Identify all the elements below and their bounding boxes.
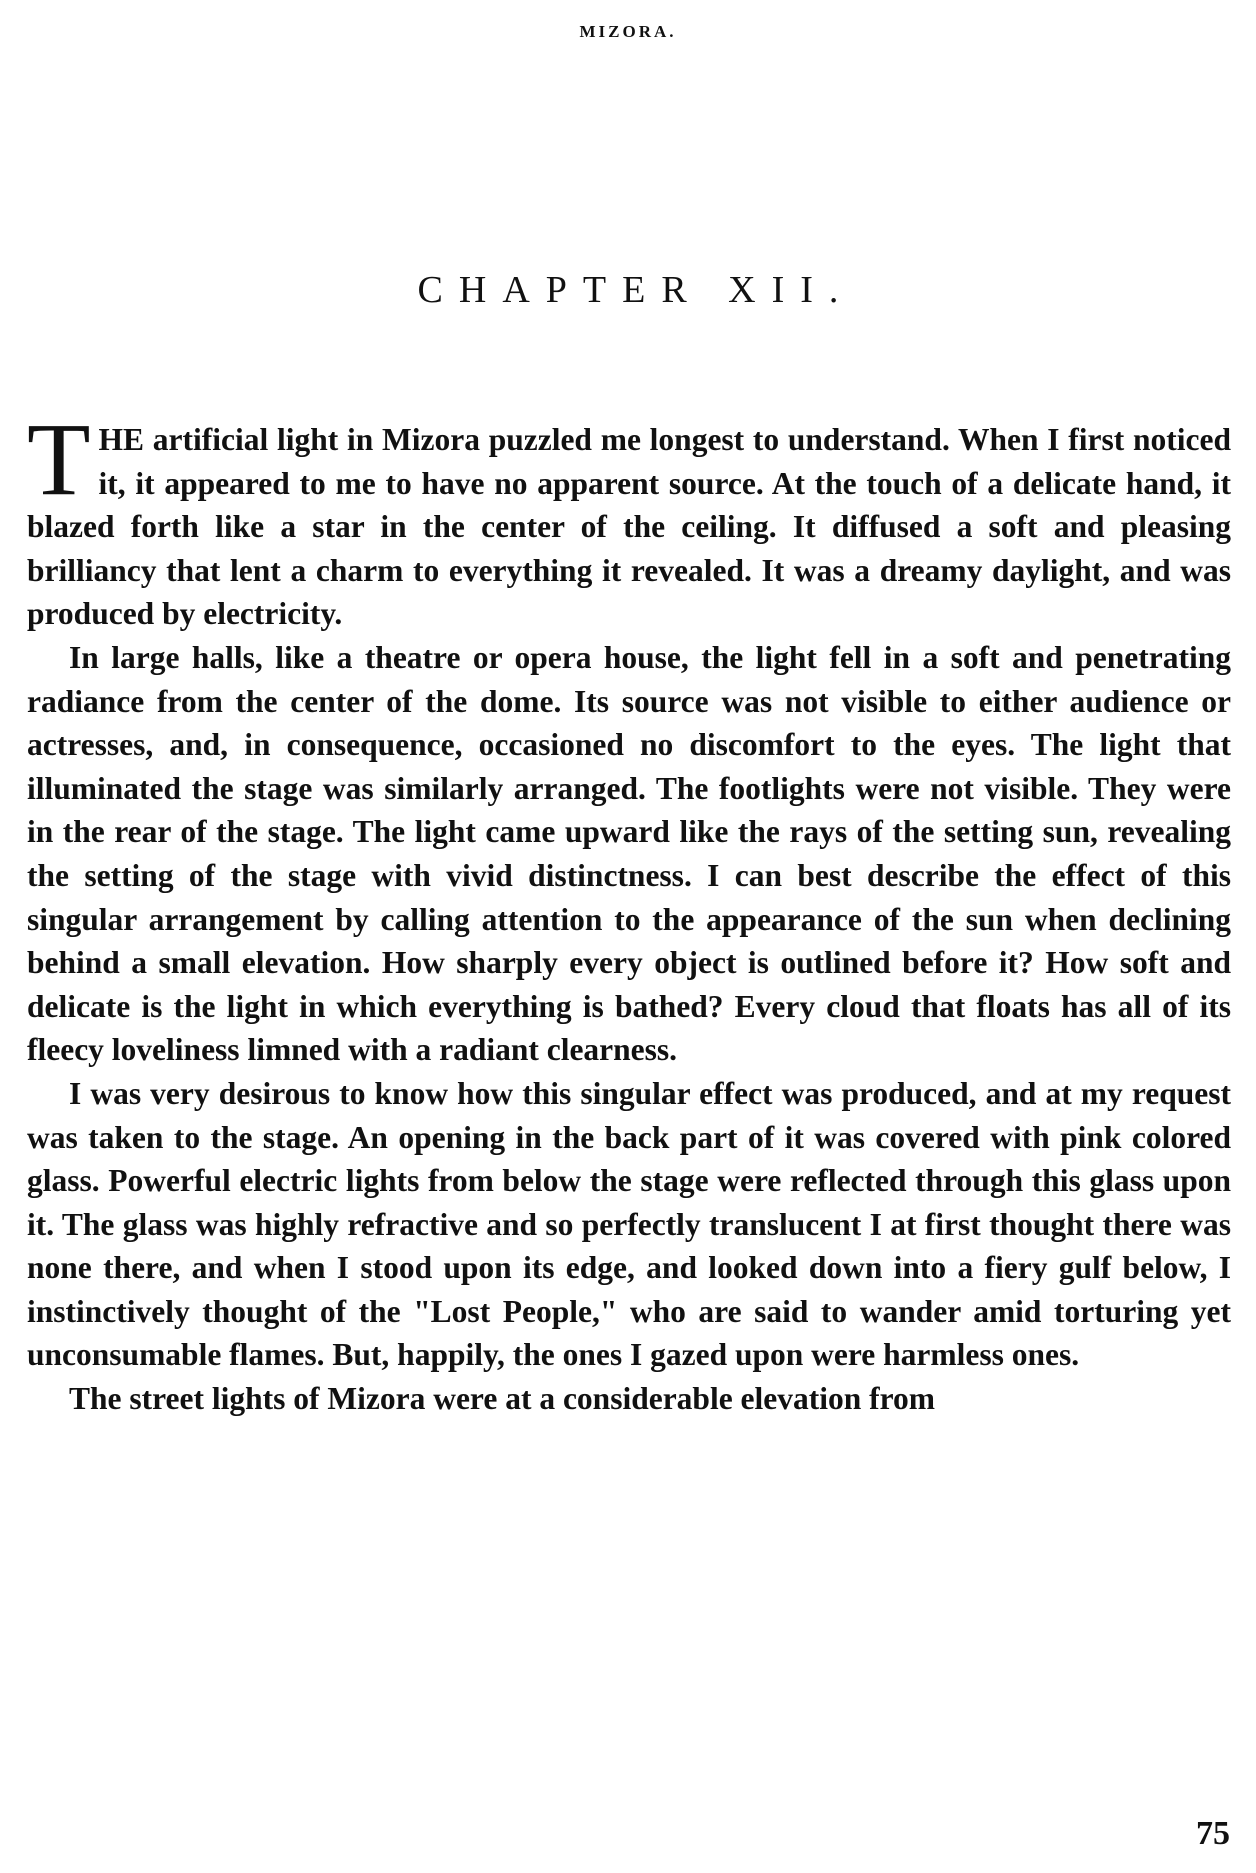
- page-number: 75: [1196, 1815, 1230, 1852]
- paragraph-1-text: HE artificial light in Mizora puzzled me longest to understand. When I first noticed it, it appeared to me to have no apparent source. At the touch of a delicate hand, it blazed forth like a star in the center of the ceiling. It diffused a soft and pleasing brilliancy that lent a charm to everything it revealed. It was a dreamy daylight, and was produced by electricity.: [27, 422, 1231, 632]
- paragraph-2: In large halls, like a theatre or opera house, the light fell in a soft and penetrating radiance from the center of the dome. Its source was not visible to either audience or actresses, and, in consequence, occasioned no discomfort to the eyes. The light that illuminated the stage was similarly arranged. The footlights were not visible. They were in the rear of the stage. The light came upward like the rays of the setting sun, revealing the setting of the stage with vivid distinctness. I can best describe the effect of this singular arrangement by calling attention to the appearance of the sun when declining behind a small elevation. How sharply every object is outlined before it? How soft and delicate is the light in which everything is bathed? Every cloud that floats has all of its fleecy loveliness limned with a radiant clearness.: [27, 639, 1231, 1068]
- drop-cap: T: [27, 402, 91, 517]
- paragraph-3: I was very desirous to know how this singular effect was produced, and at my request was taken to the stage. An opening in the back part of it was covered with pink colored glass. Powerful electric lights from below the stage were reflected through this glass upon it. The glass was highly refractive and so perfectly translucent I at first thought there was none there, and when I stood upon its edge, and looked down into a fiery gulf below, I instinctively thought of the "Lost People," who are said to wander amid torturing yet unconsumable flames. But, happily, the ones I gazed upon were harmless ones.: [27, 1075, 1231, 1373]
- body-text: [27, 402, 1231, 1421]
- running-head: MIZORA.: [579, 22, 677, 41]
- paragraph-4: The street lights of Mizora were at a considerable elevation from: [69, 1381, 936, 1417]
- paragraph-1: [27, 402, 1231, 636]
- chapter-title: CHAPTER XII.: [417, 269, 855, 311]
